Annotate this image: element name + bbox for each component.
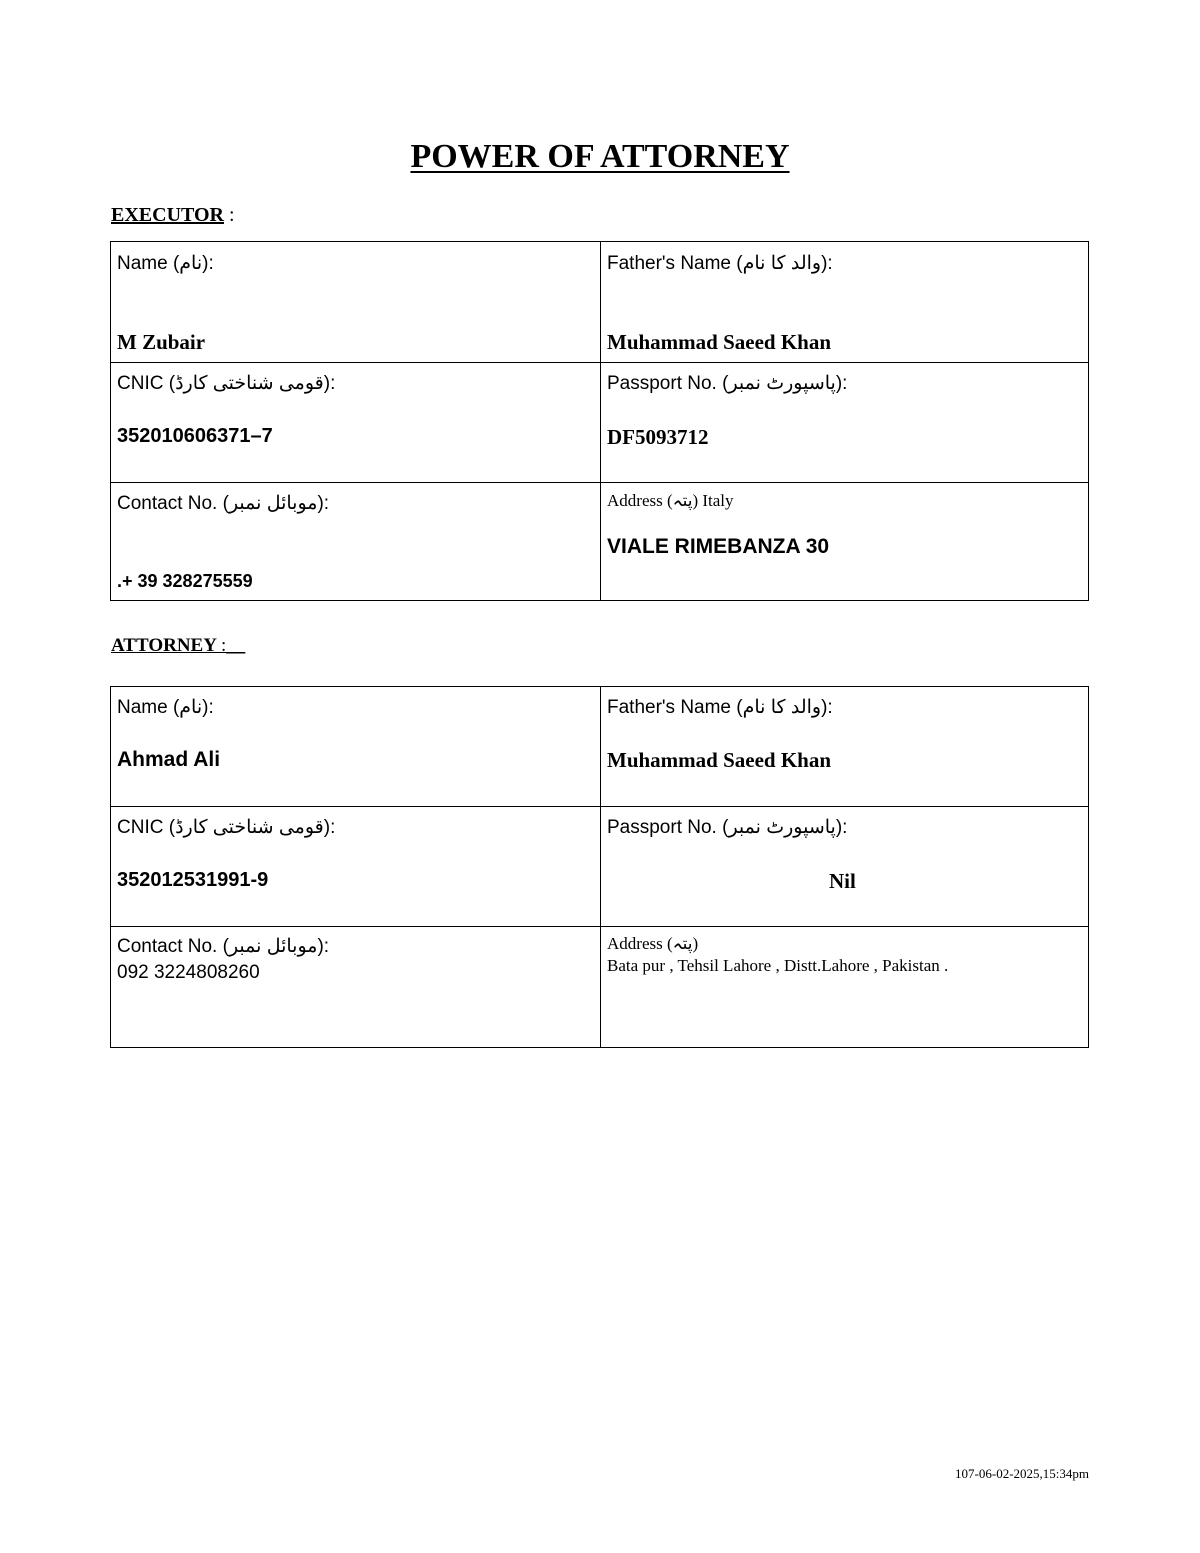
attorney-name-cell [111, 687, 601, 807]
executor-table [110, 241, 1089, 601]
attorney-contact-value: 092 3224808260 [117, 962, 260, 983]
executor-cnic-value: 352010606371–7 [117, 425, 273, 447]
attorney-name-value: Ahmad Ali [117, 748, 221, 771]
attorney-address-label: Address (پتہ) [607, 934, 699, 953]
attorney-name-label: Name (نام): [117, 697, 214, 718]
document-title: POWER OF ATTORNEY [410, 138, 790, 175]
attorney-address-value: Bata pur , Tehsil Lahore , Distt.Lahore , Pakistan . [607, 956, 949, 975]
attorney-cnic-label: CNIC (قومی شناختی کارڈ): [117, 817, 336, 838]
executor-name-label: Name (نام): [117, 253, 214, 274]
executor-address-value: VIALE RIMEBANZA 30 [607, 535, 830, 558]
executor-father-value: Muhammad Saeed Khan [607, 330, 832, 354]
attorney-address-cell [601, 927, 1088, 1047]
executor-father-cell [601, 242, 1088, 363]
attorney-father-value: Muhammad Saeed Khan [607, 748, 832, 772]
executor-passport-cell [601, 363, 1088, 483]
executor-cnic-cell [111, 363, 601, 483]
attorney-heading: ATTORNEY :__ [111, 635, 246, 656]
attorney-cnic-value: 352012531991-9 [117, 869, 269, 891]
executor-address-label: Address (پتہ) Italy [607, 491, 734, 510]
executor-cnic-label: CNIC (قومی شناختی کارڈ): [117, 373, 336, 394]
attorney-father-label: Father's Name (والد کا نام): [607, 697, 833, 718]
executor-contact-value: .+ 39 328275559 [117, 571, 253, 591]
attorney-table [110, 686, 1089, 1048]
executor-father-label: Father's Name (والد کا نام): [607, 253, 833, 274]
executor-name-value: M Zubair [117, 330, 206, 354]
attorney-contact-label: Contact No. (موبائل نمبر): [117, 936, 330, 957]
attorney-passport-cell [601, 807, 1088, 927]
executor-passport-label: Passport No. (پاسپورٹ نمبر): [607, 373, 848, 394]
executor-address-cell [601, 483, 1088, 600]
footer-reference: 107-06-02-2025,15:34pm [955, 1466, 1089, 1481]
attorney-passport-value: Nil [829, 869, 856, 893]
attorney-contact-cell [111, 927, 601, 1047]
executor-name-cell [111, 242, 601, 363]
attorney-cnic-cell [111, 807, 601, 927]
executor-contact-cell [111, 483, 601, 600]
executor-passport-value: DF5093712 [607, 425, 709, 449]
attorney-passport-label: Passport No. (پاسپورٹ نمبر): [607, 817, 848, 838]
attorney-father-cell [601, 687, 1088, 807]
executor-contact-label: Contact No. (موبائل نمبر): [117, 493, 330, 514]
executor-heading: EXECUTOR : [111, 204, 235, 226]
